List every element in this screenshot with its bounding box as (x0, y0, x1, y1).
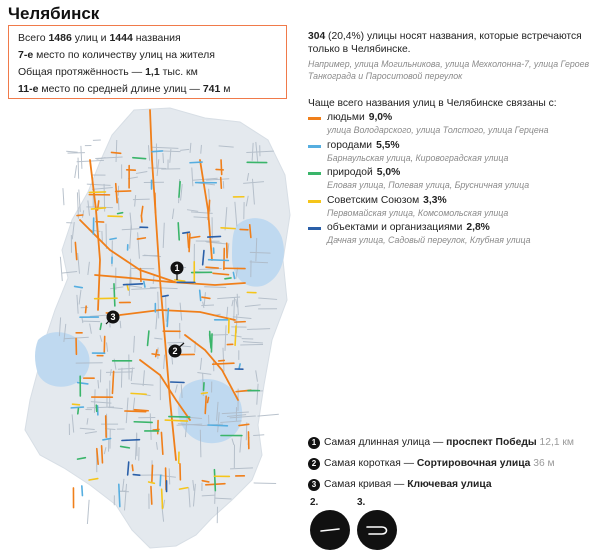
street-category-3 (214, 470, 215, 491)
street-category-1 (152, 465, 153, 481)
record-text: Самая длинная улица — проспект Победы 12,1 км (324, 437, 575, 448)
street-category-4 (131, 393, 146, 394)
street-category-1 (206, 267, 218, 268)
record-number-badge: 2 (308, 458, 320, 470)
street-category-2 (144, 282, 145, 288)
legend-label: Советским Союзом 3,3% (327, 194, 447, 206)
legend-examples: улица Володарского, улица Толстого, улица Герцена (327, 125, 549, 135)
street-category-1 (221, 160, 222, 174)
street-category-5 (183, 232, 190, 233)
street-category-2 (200, 290, 201, 300)
legend-label: природой 5,0% (327, 167, 401, 178)
street-segment (87, 500, 89, 524)
street-category-3 (78, 409, 79, 414)
street-segment (120, 321, 121, 328)
city-map (0, 100, 300, 557)
street-category-1 (208, 397, 209, 402)
curviest-street-shape (357, 510, 397, 550)
street-category-5 (171, 382, 184, 383)
svg-text:1: 1 (174, 263, 180, 273)
svg-text:3: 3 (110, 312, 116, 322)
unique-names-text: 304 (20,4%) улицы носят названия, которые встречаются только в Челябинске. (308, 31, 582, 55)
legend-label: объектами и организациями 2,8% (327, 222, 490, 233)
street-category-1 (112, 152, 121, 153)
street-category-4 (201, 393, 207, 394)
legend-item (308, 167, 598, 195)
legend-swatch (308, 200, 321, 203)
street-segment (163, 153, 164, 163)
street-category-2 (209, 260, 229, 261)
street-category-4 (165, 420, 187, 421)
street-category-2 (208, 425, 227, 426)
street-category-3 (100, 323, 101, 329)
legend-label: людьми 9,0% (327, 112, 393, 123)
street-category-1 (132, 465, 133, 471)
street-category-1 (213, 363, 234, 364)
legend-swatch (308, 117, 321, 120)
street-segment (63, 188, 64, 205)
street-category-1 (152, 354, 159, 355)
street-category-1 (125, 411, 146, 412)
street-segment (118, 198, 119, 211)
street-category-1 (140, 269, 141, 282)
street-category-1 (141, 216, 142, 222)
street-category-3 (118, 213, 123, 214)
unique-names-examples: Например, улица Могильникова, улица Мехколонна-7, улица Героев Танкограда и Пароситовой переулок (308, 59, 590, 81)
stat-rank-per-capita: 7-е место по количеству улиц на жителя (18, 49, 215, 61)
street-category-1 (77, 215, 83, 216)
street-segment (60, 257, 62, 281)
legend-swatch (308, 172, 321, 175)
legend-item (308, 112, 598, 140)
legend-swatch (308, 227, 321, 230)
legend-swatch (308, 145, 321, 148)
street-category-2 (167, 309, 168, 327)
street-category-2 (190, 162, 202, 163)
street-segment (240, 344, 263, 345)
street-segment (200, 430, 201, 458)
street-segment (166, 296, 167, 322)
legend (308, 112, 598, 250)
street-segment (169, 468, 170, 484)
street-category-1 (153, 429, 159, 430)
legend-examples: Дачная улица, Садовый переулок, Клубная улица (327, 235, 531, 245)
legend-examples: Еловая улица, Полевая улица, Брусничная улица (327, 180, 530, 190)
street-category-2 (119, 484, 120, 506)
street-category-2 (152, 151, 162, 152)
street-category-5 (123, 284, 142, 285)
street-segment (68, 153, 85, 154)
stat-total-length: Общая протяжённость — 1,1 тыс. км (18, 66, 198, 78)
legend-item (308, 222, 598, 250)
street-segment (201, 145, 202, 154)
street-category-2 (160, 475, 161, 485)
street-category-3 (225, 278, 231, 279)
street-category-1 (102, 446, 103, 463)
street-category-1 (189, 234, 190, 252)
legend-item (308, 195, 598, 223)
street-category-4 (162, 489, 163, 508)
street-category-3 (134, 422, 152, 423)
stat-rank-average-length: 11-е место по средней длине улиц — 741 м (18, 83, 231, 95)
street-category-5 (208, 236, 221, 237)
street-segment (94, 389, 95, 413)
street-category-1 (86, 306, 87, 313)
street-segment (78, 158, 79, 179)
street-category-4 (235, 326, 236, 345)
street-category-1 (205, 396, 206, 413)
street-category-3 (211, 334, 212, 352)
street-category-1 (151, 487, 152, 505)
street-category-3 (133, 158, 146, 159)
street-segment (81, 146, 82, 169)
legend-item (308, 140, 598, 168)
street-category-3 (114, 284, 115, 306)
street-category-5 (133, 475, 139, 476)
street-category-5 (163, 295, 168, 296)
legend-label: городами 5,5% (327, 139, 400, 151)
legend-examples: Барнаульская улица, Кировоградская улица (327, 152, 509, 163)
street-category-3 (178, 223, 179, 240)
street-segment (121, 368, 122, 388)
street-category-2 (239, 364, 240, 369)
street-segment (148, 168, 166, 169)
street-category-1 (188, 234, 189, 248)
shape-2-label: 2. (310, 497, 319, 508)
shape-3-label: 3. (357, 497, 366, 508)
stat-total-streets: Всего 1486 улиц и 1444 названия (18, 32, 181, 44)
street-segment (202, 495, 215, 496)
record-text: Самая кривая — Ключевая улица (324, 479, 492, 490)
legend-examples: Первомайская улица, Комсомольская улица (327, 207, 509, 218)
legend-title: Чаще всего названия улиц в Челябинске связаны с: (308, 98, 557, 109)
street-segment (258, 414, 279, 416)
street-segment (86, 207, 113, 208)
street-segment (254, 483, 276, 484)
street-category-1 (155, 193, 156, 212)
record-number-badge: 3 (308, 479, 320, 491)
street-category-5 (122, 440, 140, 441)
street-category-4 (221, 228, 235, 229)
svg-text:2: 2 (172, 346, 178, 356)
street-category-2 (71, 407, 83, 408)
street-category-2 (82, 486, 83, 496)
stats-box (8, 25, 287, 99)
street-segment (75, 165, 77, 178)
record-number-badge: 1 (308, 437, 320, 449)
page-title: Челябинск (8, 4, 100, 23)
street-category-1 (221, 178, 222, 189)
street-category-5 (128, 462, 129, 475)
street-segment (66, 151, 77, 152)
shortest-street-shape (310, 510, 350, 550)
street-segment (167, 342, 183, 343)
street-category-4 (73, 404, 80, 405)
record-text: Самая короткая — Сортировочная улица 36 м (324, 458, 555, 469)
